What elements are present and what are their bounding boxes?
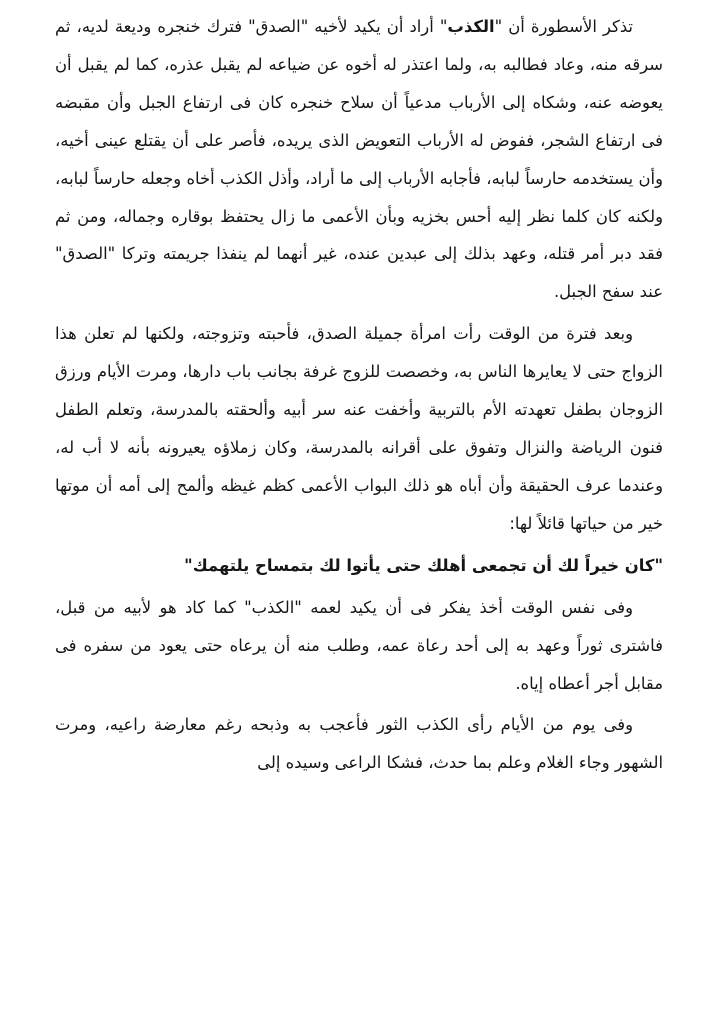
- paragraph-1-rest: " أراد أن يكيد لأخيه "الصدق" فترك خنجره وديعة لديه، ثم سرقه منه، وعاد فطالبه به، ولما اعتذر له أخوه عن ضياعه لم يقبل عذره، كما لم يقبل أن يعوضه عنه، وشكاه إلى الأرباب مدعياً أن سلاح خنجره كان فى ارتفاع الجبل وأن مقبضه فى ارتفاع الشجر، ففوض له الأرباب التعويض الذى يريده، فأصر على أن يقتلع عينى أخيه، وأن يستخدمه حارساً لبابه، فأجابه الأرباب إلى ما أراد، وأذل الكذب أخاه وجعله حارساً لبابه، ولكنه كان كلما نظر إليه أحس بخزيه وبأن الأعمى ما زال يحتفظ بوقاره وجماله، ومن ثم فقد دبر أمر قتله، وعهد بذلك إلى عبدين عنده، غير أنهما لم ينفذا جريمته وتركا "الصدق" عند سفح الجبل.: [55, 17, 663, 302]
- bold-term-falsehood: الكذب: [447, 17, 495, 36]
- paragraph-legend-intro: [55, 8, 663, 311]
- paragraph-ox-story: وفى يوم من الأيام رأى الكذب الثور فأعجب به وذبحه رغم معارضة راعيه، ومرت الشهور وجاء الغلام وعلم بما حدث، فشكا الراعى وسيده إلى: [55, 715, 663, 773]
- paragraph-1-start: تذكر الأسطورة أن ": [494, 17, 633, 36]
- document-page: [55, 8, 663, 782]
- paragraph-marriage-story: وبعد فترة من الوقت رأت امرأة جميلة الصدق، فأحبته وتزوجته، ولكنها لم تعلن هذا الزواج حتى لا يعايرها الناس به، وخصصت للزوج غرفة بجانب باب دارها، ومرت الأيام ورزق الزوجان بطفل تعهدته الأم بالتربية وأخفت عنه سر أبيه وألحقته بالمدرسة، وتعلم الطفل فنون الرياضة والنزال وتفوق على أقرانه بالمدرسة، وكان زملاؤه يعيرونه بأنه لا أب له، وعندما عرف الحقيقة وأن أباه هو ذلك البواب الأعمى كظم غيظه وألمح إلى أمه أن موتها خير من حياتها قائلاً لها:: [55, 324, 663, 533]
- paragraph-revenge-plan: وفى نفس الوقت أخذ يفكر فى أن يكيد لعمه "الكذب" كما كاد هو لأبيه من قبل، فاشترى ثوراً وعهد به إلى أحد رعاة عمه، وطلب منه أن يرعاه حتى يعود من سفره فى مقابل أجر أعطاه إياه.: [55, 597, 663, 693]
- bold-quote: "كان خيراً لك أن تجمعى أهلك حتى يأتوا لك بتمساح يلتهمك": [184, 555, 663, 575]
